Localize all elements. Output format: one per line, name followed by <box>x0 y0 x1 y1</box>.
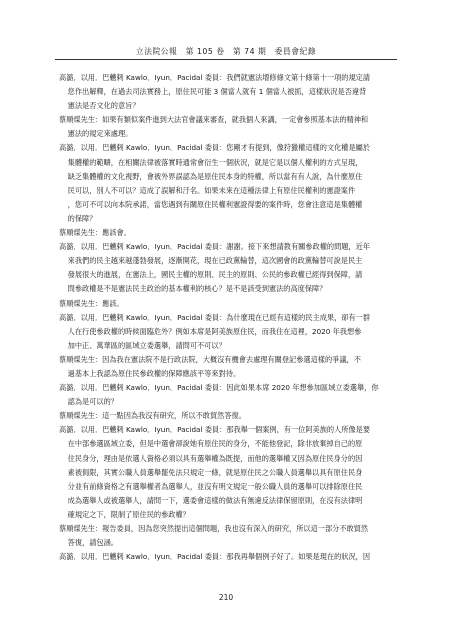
transcript-paragraph <box>59 423 395 522</box>
speaker-label: 蔡順煤先生： <box>59 298 103 308</box>
speaker-label: 高潞．以用．巴魕剌 Kawlo．Iyun．Pacidal 委員： <box>59 383 227 393</box>
speaker-label: 高潞．以用．巴魕剌 Kawlo．Iyun．Pacidal 委員： <box>59 552 227 562</box>
transcript-first-line <box>59 423 395 437</box>
page-number: 210 <box>218 593 234 602</box>
speech-text: 因為我在憲法院不是行政法院，大概沒有機會去處理有關登記參選這樣的爭議，不 <box>102 354 361 364</box>
speech-text: 這一點因為我沒有研究，所以不敢貿然答復。 <box>102 411 246 421</box>
transcript-paragraph <box>59 409 395 423</box>
transcript-first-line <box>59 353 395 367</box>
transcript-paragraph <box>59 311 395 353</box>
transcript-body <box>59 71 395 564</box>
transcript-first-line <box>59 113 395 127</box>
speech-text-continuation: 您作出解釋，在過去司法實務上，原住民可能 3 個當人就有 1 個當人被抓，這樣狀況是否違背 <box>67 87 367 97</box>
speech-text-continuation: 認為是可以的？ <box>67 397 118 407</box>
transcript-first-line <box>59 381 395 395</box>
speech-text-continuation: 人在行使參政權的時候面臨危外？例如本席是阿美族原住民，而我住在這裡，2020 年我想參 <box>67 326 362 336</box>
speech-text: 我們就憲法增修條文第十條第十一項的規定請 <box>226 73 371 82</box>
speech-text-continuation: 集體權的範疇，在相關法律被落實時通常會衍生一個狀況，就是它是以個人權利的方式呈現， <box>67 157 363 167</box>
speech-text: 那我舉一個案例，有一位阿美族的人所像是要 <box>226 425 371 435</box>
speech-text: 謝謝。接下來想請教有關參政權的問題，近年 <box>226 242 371 252</box>
transcript-paragraph <box>59 141 395 226</box>
header-divider <box>55 59 397 60</box>
speech-text-continuation: 發展很大的進展，在憲法上，國民主權的原則、民主的原則、公民的參政權已經得到保障，請 <box>67 270 363 280</box>
transcript-first-line <box>59 141 395 155</box>
speaker-label: 高潞．以用．巴魕剌 Kawlo．Iyun．Pacidal 委員： <box>59 312 227 322</box>
speaker-label: 高潞．以用．巴魕剌 Kawlo．Iyun．Pacidal 委員： <box>59 242 227 252</box>
speech-text: 那我再舉個例子好了。如果是現在的狀況，因 <box>226 552 371 562</box>
speech-text-continuation: 成為選舉人或被選舉人，請問一下，選委會這樣的做法有無違反法律保留原則，在沒有法律明 <box>67 495 363 505</box>
speaker-label: 蔡順煤先生： <box>59 115 103 125</box>
transcript-paragraph <box>59 113 395 141</box>
speech-text: 應該會。 <box>102 228 131 238</box>
speaker-label: 高潞．以用．巴魕剌 Kawlo．Iyun．Pacidal 委員： <box>59 425 227 435</box>
speech-text-continuation: 素被侷限，其實公職人員選舉罷免法只規定一條，就是原住民之公職人員選舉以具有原住民身 <box>67 467 363 477</box>
speech-text-continuation: 過基本上我認為原住民參政權的保障應該平等來對待。 <box>67 368 241 378</box>
transcript-first-line <box>59 311 395 325</box>
speech-text: 因此如果本席 2020 年想參加區域立委選舉，你 <box>226 383 379 393</box>
speech-text: 報告委員，因為您突然提出這個問題，我也沒有深入的研究，所以這一部分不敢貿然 <box>102 524 369 533</box>
speaker-label: 蔡順煤先生： <box>59 354 103 364</box>
speech-text: 應該。 <box>102 298 124 308</box>
speaker-label: 蔡順煤先生： <box>59 411 103 421</box>
speaker-label: 高潞．以用．巴魕剌 Kawlo．Iyun．Pacidal 委員： <box>59 143 227 153</box>
transcript-first-line <box>59 409 395 423</box>
transcript-paragraph <box>59 522 395 550</box>
speech-text-continuation: 憲法的規定來處理。 <box>67 129 133 139</box>
transcript-first-line <box>59 71 395 85</box>
page-header: 立法院公報 第 105 卷 第 74 期 委員會紀錄 <box>135 47 317 56</box>
transcript-paragraph <box>59 240 395 296</box>
speech-text-continuation: 分並有前條資格之有選舉權者為選舉人，並沒有明文規定一般公職人員的選舉可以排除原住民 <box>67 481 363 491</box>
transcript-first-line <box>59 297 395 311</box>
speech-text-continuation: 在中部參選區域立委，但是中選會卻說她有原住民的身分，不能他登記，除非放棄掉自己的原 <box>67 439 363 449</box>
transcript-first-line <box>59 550 395 564</box>
transcript-first-line <box>59 522 395 536</box>
transcript-paragraph <box>59 550 395 564</box>
speech-text-continuation: 缺乏集體權的文化視野，會被外界誤認為是原住民本身的特權，所以當有有人說，為什麼原住 <box>67 171 363 181</box>
speech-text-continuation: 來我們的民主越來越蓬勃發展，逐漸開花，現在已政黨輪替，這次國會的政黨輪替可說是民主 <box>67 256 363 266</box>
speech-text-continuation: 答復，請包涵。 <box>67 538 118 548</box>
speech-text: 您剛才有提到，像狩獵權這樣的文化權是屬於 <box>226 143 371 153</box>
speech-text-continuation: 民可以，別人不可以？這成了誤解和汙名。如果未來在這種法律上有原住民權利的憲證案件 <box>67 185 356 195</box>
transcript-paragraph <box>59 226 395 240</box>
speaker-label: 高潞．以用．巴魕剌 Kawlo．Iyun．Pacidal 委員： <box>59 73 227 82</box>
speech-text-continuation: 住民身分，理由是依選人資格必須以具有選舉權為既提，而他的選舉權又因為原住民身分的因 <box>67 453 363 463</box>
speech-text-continuation: 憲法是否文化的意旨？ <box>67 101 140 111</box>
transcript-paragraph <box>59 71 395 113</box>
transcript-paragraph <box>59 353 395 381</box>
speech-text: 如果有類似案件進到大法官會議來審查，就我個人來講，一定會參照基本法的精神和 <box>102 115 369 125</box>
transcript-first-line <box>59 240 395 254</box>
transcript-paragraph <box>59 381 395 409</box>
speech-text-continuation: 問參政權是不是憲法民主政治的基本權利的核心？是不是該受到憲法的高度保障？ <box>67 284 327 294</box>
speech-text-continuation: 確規定之下，限制了原住民的參政權？ <box>67 509 190 519</box>
transcript-first-line <box>59 226 395 240</box>
speech-text-continuation: 加中正、萬華區的區域立委選舉，請問可不可以？ <box>67 340 226 350</box>
transcript-paragraph <box>59 297 395 311</box>
speech-text-continuation: 的保障？ <box>67 213 97 223</box>
speech-text-continuation: ，您可不可以向本院承諾，當您遇到有關原住民權利憲證得要的案件時，您會注意這是集體權 <box>67 199 363 209</box>
speaker-label: 蔡順煤先生： <box>59 524 103 533</box>
speaker-label: 蔡順煤先生： <box>59 228 103 238</box>
speech-text: 為什麼現在已經有這樣的民主成果，卻有一群 <box>226 312 371 322</box>
